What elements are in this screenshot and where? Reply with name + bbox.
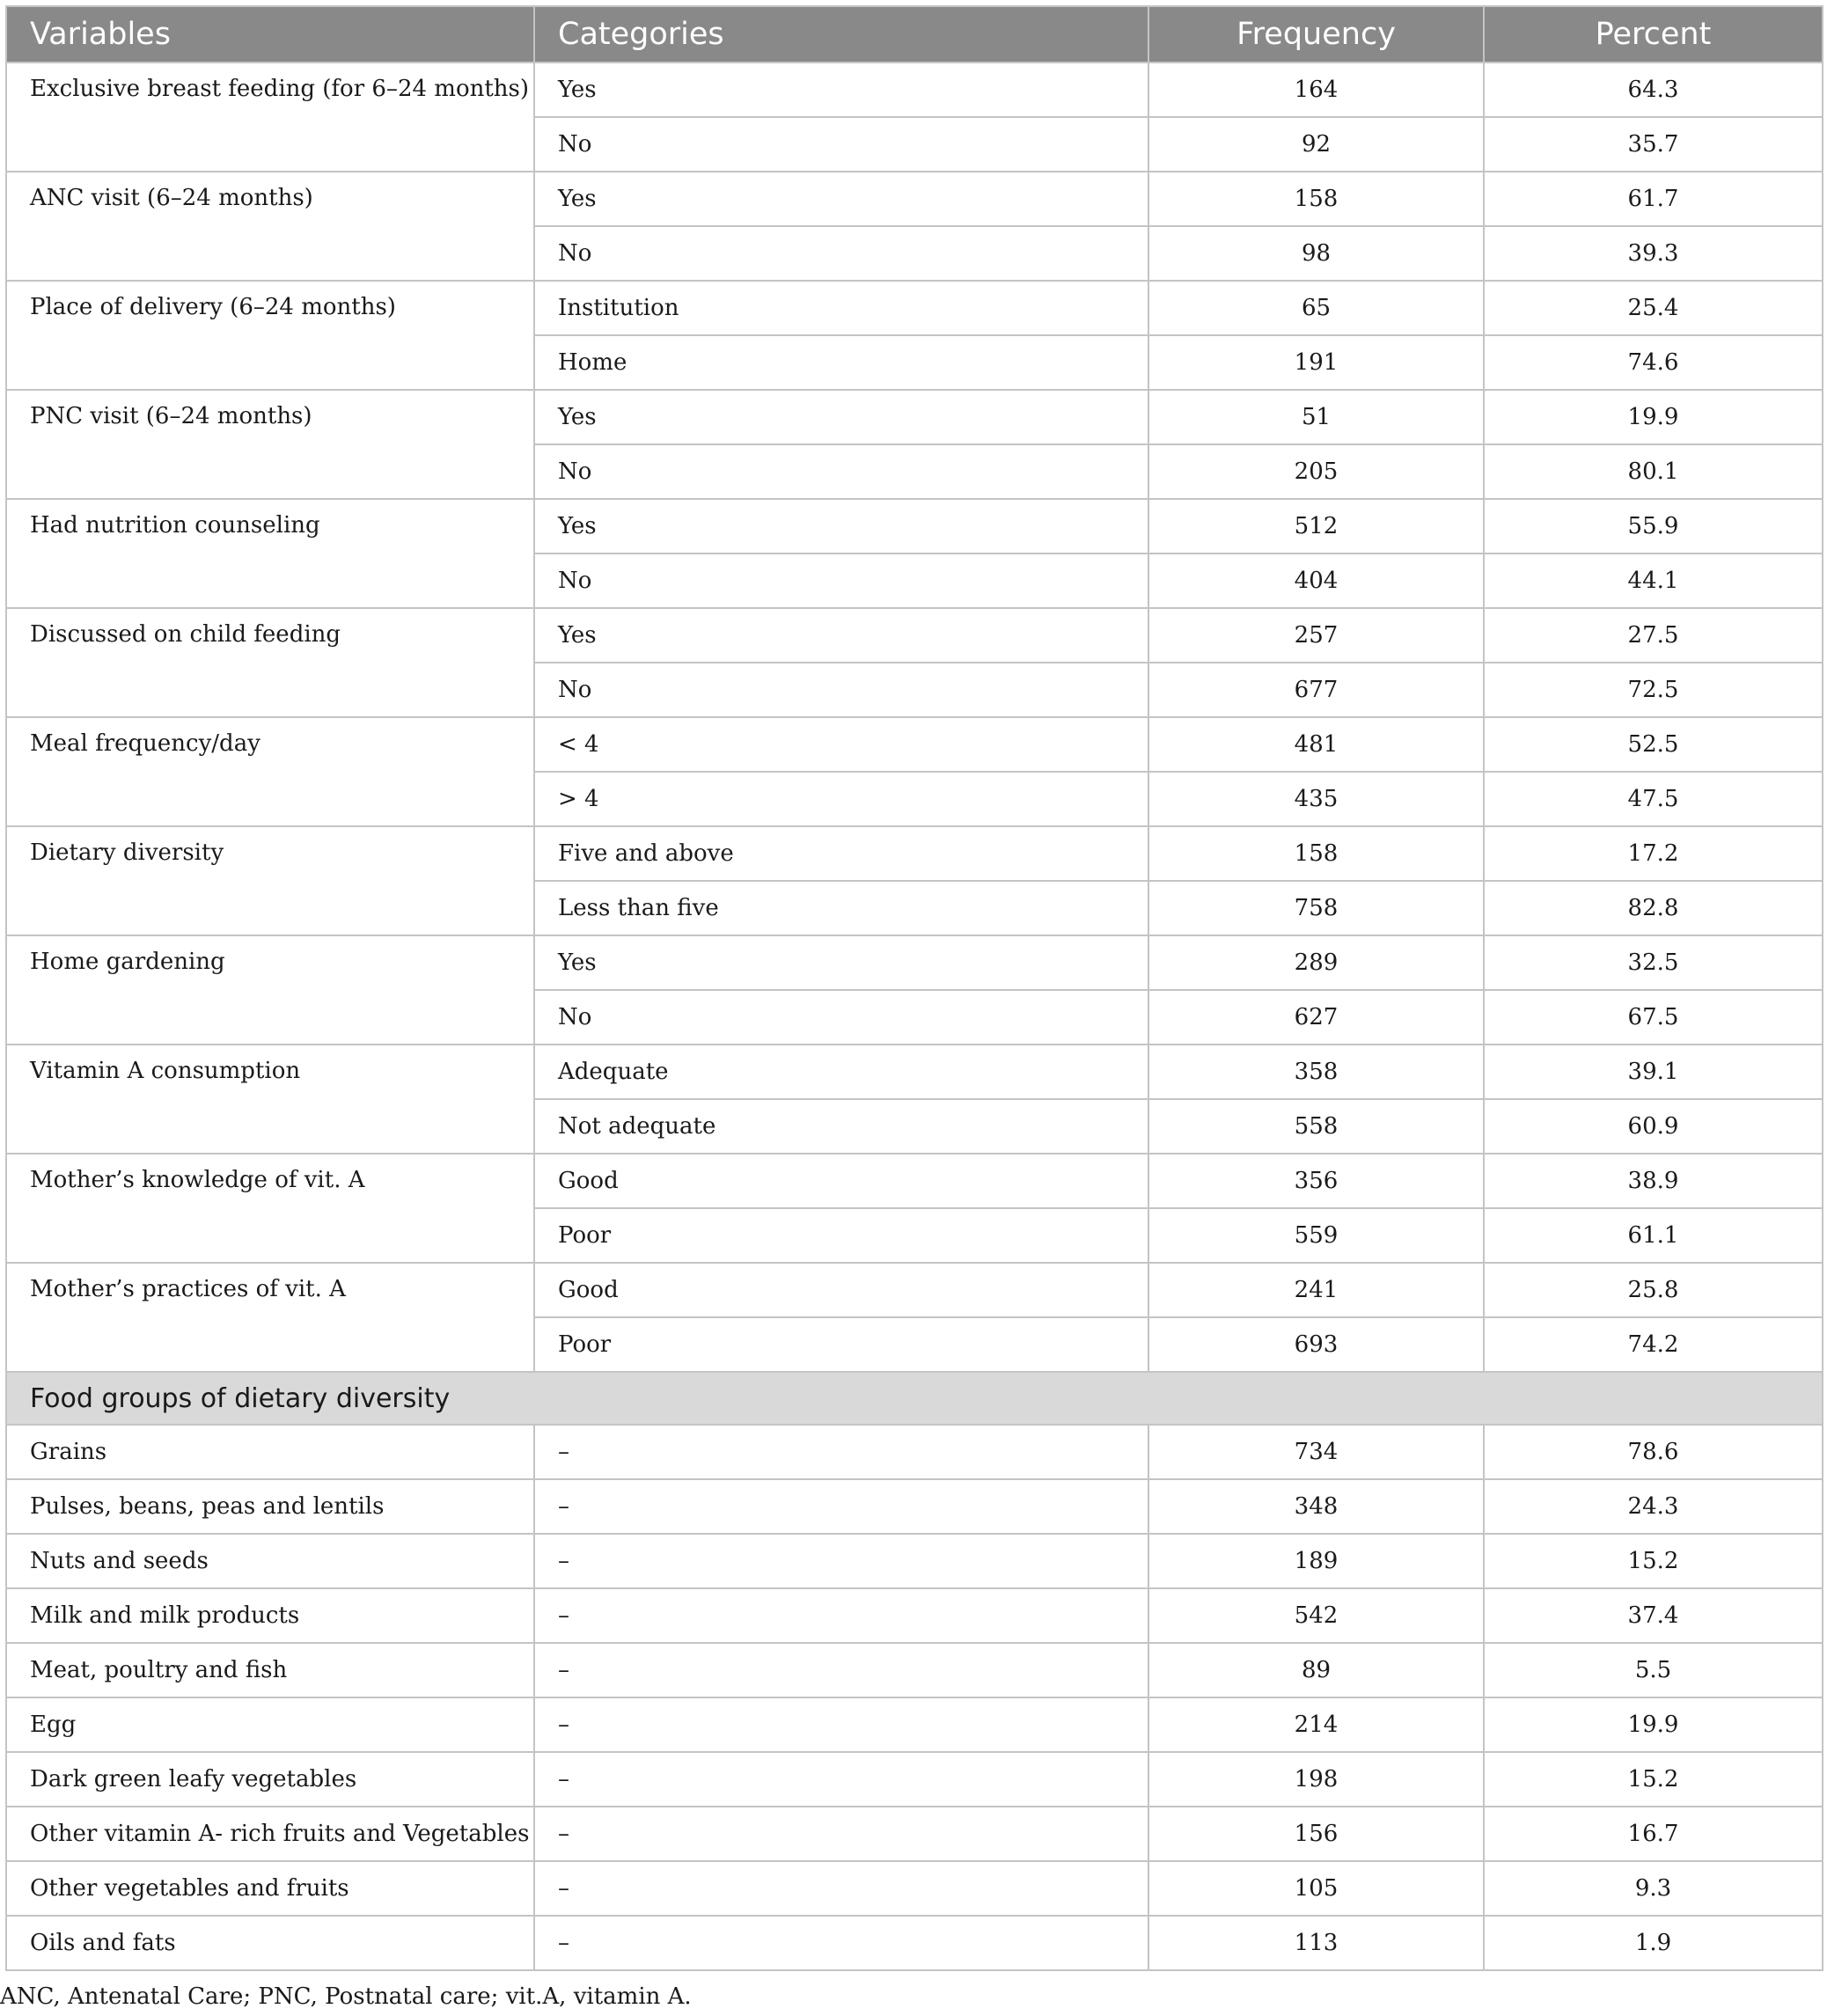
frequency-cell: 241: [1148, 1263, 1484, 1317]
percent-cell: 67.5: [1484, 990, 1823, 1045]
category-cell: Adequate: [534, 1045, 1148, 1099]
frequency-cell: 156: [1148, 1807, 1484, 1861]
category-cell: No: [534, 553, 1148, 608]
table-body: [6, 62, 1823, 1970]
percent-cell: 78.6: [1484, 1425, 1823, 1479]
table-row: [6, 62, 1823, 117]
variable-cell: Mother’s knowledge of vit. A: [6, 1154, 534, 1263]
category-cell: –: [534, 1916, 1148, 1970]
category-cell: –: [534, 1534, 1148, 1588]
frequency-cell: 512: [1148, 499, 1484, 553]
variable-cell: Grains: [6, 1425, 534, 1479]
frequency-cell: 98: [1148, 226, 1484, 281]
category-cell: < 4: [534, 717, 1148, 772]
table-row: [6, 281, 1823, 335]
category-cell: No: [534, 990, 1148, 1045]
frequency-cell: 89: [1148, 1643, 1484, 1697]
header-variables: Variables: [6, 6, 534, 62]
variable-cell: Discussed on child feeding: [6, 608, 534, 717]
variable-cell: Nuts and seeds: [6, 1534, 534, 1588]
table-row: [6, 717, 1823, 772]
percent-cell: 19.9: [1484, 390, 1823, 444]
variable-cell: Milk and milk products: [6, 1588, 534, 1643]
category-cell: Not adequate: [534, 1099, 1148, 1154]
category-cell: Home: [534, 335, 1148, 390]
percent-cell: 82.8: [1484, 881, 1823, 935]
category-cell: Yes: [534, 62, 1148, 117]
percent-cell: 72.5: [1484, 663, 1823, 717]
percent-cell: 37.4: [1484, 1588, 1823, 1643]
percent-cell: 24.3: [1484, 1479, 1823, 1534]
percent-cell: 17.2: [1484, 826, 1823, 881]
category-cell: No: [534, 226, 1148, 281]
percent-cell: 47.5: [1484, 772, 1823, 826]
percent-cell: 5.5: [1484, 1643, 1823, 1697]
percent-cell: 32.5: [1484, 935, 1823, 990]
header-row: [6, 6, 1823, 62]
frequency-cell: 158: [1148, 172, 1484, 226]
table-container: [5, 5, 1822, 1971]
frequency-cell: 559: [1148, 1208, 1484, 1263]
table-row: [6, 172, 1823, 226]
category-cell: Yes: [534, 608, 1148, 663]
frequency-cell: 158: [1148, 826, 1484, 881]
frequency-cell: 677: [1148, 663, 1484, 717]
percent-cell: 74.6: [1484, 335, 1823, 390]
table-row: [6, 608, 1823, 663]
frequency-cell: 105: [1148, 1861, 1484, 1916]
frequency-cell: 542: [1148, 1588, 1484, 1643]
variable-cell: Vitamin A consumption: [6, 1045, 534, 1154]
frequency-cell: 113: [1148, 1916, 1484, 1970]
frequency-cell: 734: [1148, 1425, 1484, 1479]
variable-cell: Other vegetables and fruits: [6, 1861, 534, 1916]
table-row: [6, 1534, 1823, 1588]
category-cell: –: [534, 1643, 1148, 1697]
table-row: [6, 499, 1823, 553]
frequency-cell: 289: [1148, 935, 1484, 990]
frequency-cell: 348: [1148, 1479, 1484, 1534]
table-row: [6, 1263, 1823, 1317]
frequency-cell: 758: [1148, 881, 1484, 935]
category-cell: Yes: [534, 935, 1148, 990]
category-cell: Poor: [534, 1317, 1148, 1372]
variable-cell: Dark green leafy vegetables: [6, 1752, 534, 1807]
percent-cell: 1.9: [1484, 1916, 1823, 1970]
percent-cell: 64.3: [1484, 62, 1823, 117]
table-row: [6, 1154, 1823, 1208]
percent-cell: 27.5: [1484, 608, 1823, 663]
percent-cell: 38.9: [1484, 1154, 1823, 1208]
variable-cell: Pulses, beans, peas and lentils: [6, 1479, 534, 1534]
percent-cell: 80.1: [1484, 444, 1823, 499]
percent-cell: 74.2: [1484, 1317, 1823, 1372]
frequency-cell: 92: [1148, 117, 1484, 172]
header-percent: Percent: [1484, 6, 1823, 62]
frequency-cell: 257: [1148, 608, 1484, 663]
category-cell: Poor: [534, 1208, 1148, 1263]
percent-cell: 16.7: [1484, 1807, 1823, 1861]
variable-cell: ANC visit (6–24 months): [6, 172, 534, 281]
table-row: [6, 1425, 1823, 1479]
percent-cell: 25.8: [1484, 1263, 1823, 1317]
frequency-cell: 198: [1148, 1752, 1484, 1807]
table-row: [6, 1588, 1823, 1643]
category-cell: –: [534, 1588, 1148, 1643]
variable-cell: Meal frequency/day: [6, 717, 534, 826]
table-row: [6, 1916, 1823, 1970]
frequency-cell: 358: [1148, 1045, 1484, 1099]
table-row: [6, 390, 1823, 444]
percent-cell: 52.5: [1484, 717, 1823, 772]
variable-cell: Other vitamin A- rich fruits and Vegetables: [6, 1807, 534, 1861]
category-cell: No: [534, 444, 1148, 499]
variable-cell: Meat, poultry and fish: [6, 1643, 534, 1697]
category-cell: > 4: [534, 772, 1148, 826]
table-row: [6, 1045, 1823, 1099]
category-cell: Yes: [534, 390, 1148, 444]
variable-cell: Oils and fats: [6, 1916, 534, 1970]
percent-cell: 55.9: [1484, 499, 1823, 553]
category-cell: No: [534, 117, 1148, 172]
table-row: [6, 1697, 1823, 1752]
category-cell: –: [534, 1752, 1148, 1807]
variable-cell: Home gardening: [6, 935, 534, 1045]
category-cell: No: [534, 663, 1148, 717]
header-frequency: Frequency: [1148, 6, 1484, 62]
category-cell: –: [534, 1697, 1148, 1752]
category-cell: Good: [534, 1263, 1148, 1317]
category-cell: –: [534, 1861, 1148, 1916]
frequency-cell: 214: [1148, 1697, 1484, 1752]
percent-cell: 35.7: [1484, 117, 1823, 172]
category-cell: Yes: [534, 172, 1148, 226]
percent-cell: 39.1: [1484, 1045, 1823, 1099]
percent-cell: 44.1: [1484, 553, 1823, 608]
percent-cell: 61.1: [1484, 1208, 1823, 1263]
frequency-cell: 205: [1148, 444, 1484, 499]
frequency-cell: 191: [1148, 335, 1484, 390]
category-cell: Less than five: [534, 881, 1148, 935]
table-row: [6, 1752, 1823, 1807]
frequency-cell: 164: [1148, 62, 1484, 117]
frequency-cell: 481: [1148, 717, 1484, 772]
frequency-cell: 189: [1148, 1534, 1484, 1588]
footnote: ANC, Antenatal Care; PNC, Postnatal care; vit.A, vitamin A.: [0, 1983, 692, 2010]
category-cell: –: [534, 1425, 1148, 1479]
table-row: [6, 1807, 1823, 1861]
variable-cell: Mother’s practices of vit. A: [6, 1263, 534, 1372]
data-table: [5, 5, 1823, 1971]
header-categories: Categories: [534, 6, 1148, 62]
category-cell: Yes: [534, 499, 1148, 553]
category-cell: Good: [534, 1154, 1148, 1208]
category-cell: –: [534, 1479, 1148, 1534]
frequency-cell: 558: [1148, 1099, 1484, 1154]
category-cell: Five and above: [534, 826, 1148, 881]
frequency-cell: 627: [1148, 990, 1484, 1045]
percent-cell: 15.2: [1484, 1752, 1823, 1807]
table-row: [6, 935, 1823, 990]
percent-cell: 39.3: [1484, 226, 1823, 281]
variable-cell: Place of delivery (6–24 months): [6, 281, 534, 390]
table-row: [6, 1861, 1823, 1916]
frequency-cell: 65: [1148, 281, 1484, 335]
percent-cell: 60.9: [1484, 1099, 1823, 1154]
variable-cell: Had nutrition counseling: [6, 499, 534, 608]
variable-cell: Dietary diversity: [6, 826, 534, 935]
frequency-cell: 693: [1148, 1317, 1484, 1372]
table-row: [6, 826, 1823, 881]
frequency-cell: 435: [1148, 772, 1484, 826]
percent-cell: 15.2: [1484, 1534, 1823, 1588]
percent-cell: 9.3: [1484, 1861, 1823, 1916]
frequency-cell: 404: [1148, 553, 1484, 608]
frequency-cell: 356: [1148, 1154, 1484, 1208]
table-row: [6, 1643, 1823, 1697]
percent-cell: 19.9: [1484, 1697, 1823, 1752]
variable-cell: Exclusive breast feeding (for 6–24 months): [6, 62, 534, 172]
category-cell: Institution: [534, 281, 1148, 335]
variable-cell: PNC visit (6–24 months): [6, 390, 534, 499]
table-row: [6, 1479, 1823, 1534]
section-row: [6, 1372, 1823, 1425]
frequency-cell: 51: [1148, 390, 1484, 444]
section-title: Food groups of dietary diversity: [6, 1372, 1823, 1425]
percent-cell: 61.7: [1484, 172, 1823, 226]
percent-cell: 25.4: [1484, 281, 1823, 335]
variable-cell: Egg: [6, 1697, 534, 1752]
category-cell: –: [534, 1807, 1148, 1861]
